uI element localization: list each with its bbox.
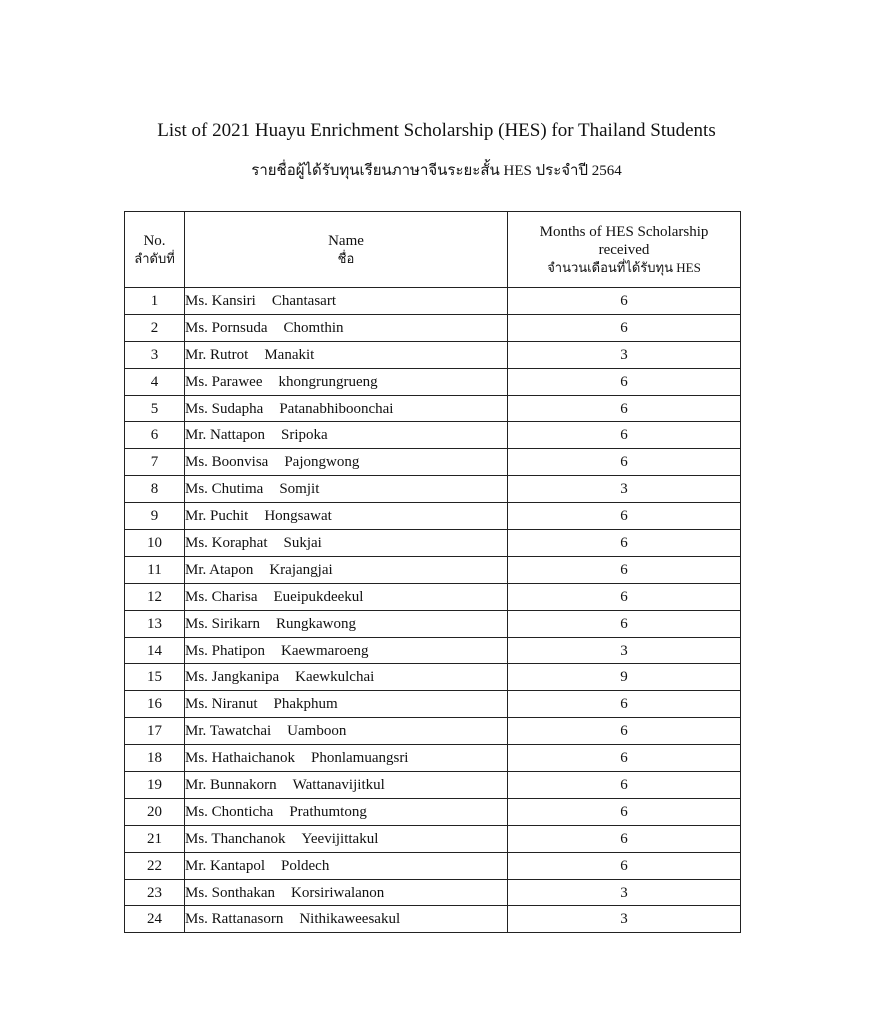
months-received: 3 — [508, 879, 741, 906]
header-months-en-line1: Months of HES Scholarship — [539, 223, 709, 240]
student-given-name: Ms. Sonthakan — [185, 884, 275, 901]
row-number: 8 — [125, 476, 185, 503]
student-surname: Sripoka — [281, 427, 328, 444]
table-row — [125, 556, 741, 583]
student-given-name: Ms. Parawee — [185, 373, 263, 390]
months-received: 6 — [508, 288, 741, 315]
student-surname: Chantasart — [271, 292, 336, 309]
document-title: List of 2021 Huayu Enrichment Scholarship (HES) for Thailand Students — [157, 120, 716, 141]
student-given-name: Ms. Pornsuda — [185, 319, 268, 336]
student-given-name: Ms. Kansiri — [185, 292, 256, 309]
months-received: 3 — [508, 476, 741, 503]
months-received: 6 — [508, 852, 741, 879]
student-given-name: Ms. Rattanasorn — [185, 911, 284, 928]
row-number: 4 — [125, 368, 185, 395]
student-name-cell — [185, 772, 508, 799]
student-surname: Phakphum — [273, 696, 338, 713]
student-surname: khongrungrueng — [278, 373, 378, 390]
months-received: 6 — [508, 745, 741, 772]
header-name-en: Name — [328, 232, 364, 249]
table-row — [125, 314, 741, 341]
row-number: 3 — [125, 341, 185, 368]
student-given-name: Ms. Thanchanok — [185, 830, 286, 847]
student-name-cell — [185, 503, 508, 530]
student-given-name: Mr. Rutrot — [185, 346, 249, 363]
student-name-cell — [185, 368, 508, 395]
row-number: 18 — [125, 745, 185, 772]
student-given-name: Ms. Chonticha — [185, 803, 274, 820]
student-name-cell — [185, 664, 508, 691]
student-surname: Kaewkulchai — [295, 669, 375, 686]
row-number: 24 — [125, 906, 185, 933]
student-surname: Yeevijittakul — [301, 830, 379, 847]
student-surname: Uamboon — [287, 723, 347, 740]
student-given-name: Mr. Atapon — [185, 561, 254, 578]
months-received: 6 — [508, 772, 741, 799]
student-name-cell — [185, 476, 508, 503]
student-surname: Sukjai — [283, 534, 322, 551]
table-row — [125, 476, 741, 503]
header-months — [508, 212, 741, 288]
table-row — [125, 503, 741, 530]
student-given-name: Ms. Chutima — [185, 481, 264, 498]
months-received: 6 — [508, 422, 741, 449]
table-row — [125, 610, 741, 637]
scholarship-table — [124, 211, 741, 933]
row-number: 19 — [125, 772, 185, 799]
student-name-cell — [185, 798, 508, 825]
table-row — [125, 449, 741, 476]
row-number: 7 — [125, 449, 185, 476]
row-number: 12 — [125, 583, 185, 610]
table-row — [125, 422, 741, 449]
student-name-cell — [185, 395, 508, 422]
months-received: 9 — [508, 664, 741, 691]
row-number: 2 — [125, 314, 185, 341]
table-row — [125, 664, 741, 691]
table-row — [125, 341, 741, 368]
table-row — [125, 530, 741, 557]
student-surname: Poldech — [281, 857, 330, 874]
student-given-name: Ms. Sirikarn — [185, 615, 260, 632]
student-given-name: Ms. Koraphat — [185, 534, 268, 551]
row-number: 15 — [125, 664, 185, 691]
months-received: 6 — [508, 718, 741, 745]
student-surname: Phonlamuangsri — [310, 750, 409, 767]
months-received: 6 — [508, 691, 741, 718]
student-given-name: Ms. Niranut — [185, 696, 258, 713]
row-number: 11 — [125, 556, 185, 583]
row-number: 1 — [125, 288, 185, 315]
header-no — [125, 212, 185, 288]
student-surname: Pajongwong — [284, 454, 360, 471]
student-surname: Krajangjai — [269, 561, 333, 578]
student-name-cell — [185, 745, 508, 772]
student-name-cell — [185, 691, 508, 718]
months-received: 6 — [508, 798, 741, 825]
row-number: 13 — [125, 610, 185, 637]
months-received: 6 — [508, 368, 741, 395]
student-given-name: Mr. Puchit — [185, 508, 249, 525]
student-name-cell — [185, 852, 508, 879]
header-no-th: ลำดับที่ — [134, 250, 175, 266]
student-surname: Eueipukdeekul — [273, 588, 364, 605]
table-row — [125, 879, 741, 906]
table-header-row — [125, 212, 741, 288]
student-name-cell — [185, 288, 508, 315]
student-surname: Wattanavijitkul — [292, 776, 385, 793]
row-number: 9 — [125, 503, 185, 530]
row-number: 23 — [125, 879, 185, 906]
student-surname: Rungkawong — [276, 615, 356, 632]
student-name-cell — [185, 825, 508, 852]
row-number: 21 — [125, 825, 185, 852]
student-given-name: Ms. Phatipon — [185, 642, 266, 659]
student-name-cell — [185, 422, 508, 449]
student-name-cell — [185, 341, 508, 368]
months-received: 6 — [508, 556, 741, 583]
student-name-cell — [185, 314, 508, 341]
student-name-cell — [185, 718, 508, 745]
table-body — [125, 288, 741, 933]
row-number: 17 — [125, 718, 185, 745]
table-row — [125, 825, 741, 852]
student-given-name: Ms. Charisa — [185, 588, 258, 605]
months-received: 6 — [508, 449, 741, 476]
header-name — [185, 212, 508, 288]
student-given-name: Mr. Bunnakorn — [185, 776, 277, 793]
months-received: 3 — [508, 906, 741, 933]
months-received: 3 — [508, 637, 741, 664]
table-row — [125, 368, 741, 395]
student-name-cell — [185, 530, 508, 557]
student-name-cell — [185, 906, 508, 933]
months-received: 6 — [508, 583, 741, 610]
student-given-name: Mr. Nattapon — [185, 427, 265, 444]
student-name-cell — [185, 879, 508, 906]
student-given-name: Ms. Hathaichanok — [185, 750, 295, 767]
table-row — [125, 395, 741, 422]
row-number: 22 — [125, 852, 185, 879]
months-received: 6 — [508, 503, 741, 530]
student-given-name: Ms. Jangkanipa — [185, 669, 280, 686]
student-given-name: Mr. Tawatchai — [185, 723, 272, 740]
row-number: 20 — [125, 798, 185, 825]
student-given-name: Ms. Sudapha — [185, 400, 264, 417]
student-surname: Chomthin — [283, 319, 344, 336]
row-number: 6 — [125, 422, 185, 449]
table-row — [125, 745, 741, 772]
student-surname: Kaewmaroeng — [281, 642, 369, 659]
header-months-en-line2: received — [598, 241, 650, 258]
student-surname: Somjit — [279, 481, 320, 498]
document-subtitle-thai: รายชื่อผู้ได้รับทุนเรียนภาษาจีนระยะสั้น HES ประจำปี 2564 — [251, 163, 622, 179]
row-number: 5 — [125, 395, 185, 422]
student-given-name: Ms. Boonvisa — [185, 454, 269, 471]
student-surname: Hongsawat — [264, 508, 332, 525]
months-received: 6 — [508, 314, 741, 341]
student-surname: Manakit — [264, 346, 315, 363]
months-received: 6 — [508, 610, 741, 637]
months-received: 6 — [508, 530, 741, 557]
table-row — [125, 906, 741, 933]
row-number: 16 — [125, 691, 185, 718]
table-row — [125, 637, 741, 664]
header-months-th: จำนวนเดือนที่ได้รับทุน HES — [547, 259, 701, 275]
student-surname: Prathumtong — [289, 803, 367, 820]
student-surname: Nithikaweesakul — [299, 911, 401, 928]
table-row — [125, 691, 741, 718]
student-surname: Patanabhiboonchai — [279, 400, 394, 417]
months-received: 6 — [508, 825, 741, 852]
table-row — [125, 288, 741, 315]
row-number: 14 — [125, 637, 185, 664]
student-name-cell — [185, 610, 508, 637]
student-given-name: Mr. Kantapol — [185, 857, 265, 874]
student-name-cell — [185, 637, 508, 664]
months-received: 3 — [508, 341, 741, 368]
table-row — [125, 798, 741, 825]
table-row — [125, 772, 741, 799]
header-name-th: ชื่อ — [337, 250, 355, 266]
table-row — [125, 852, 741, 879]
months-received: 6 — [508, 395, 741, 422]
student-name-cell — [185, 583, 508, 610]
table-row — [125, 718, 741, 745]
student-surname: Korsiriwalanon — [291, 884, 385, 901]
student-name-cell — [185, 449, 508, 476]
header-no-en: No. — [143, 232, 166, 249]
row-number: 10 — [125, 530, 185, 557]
student-name-cell — [185, 556, 508, 583]
table-row — [125, 583, 741, 610]
